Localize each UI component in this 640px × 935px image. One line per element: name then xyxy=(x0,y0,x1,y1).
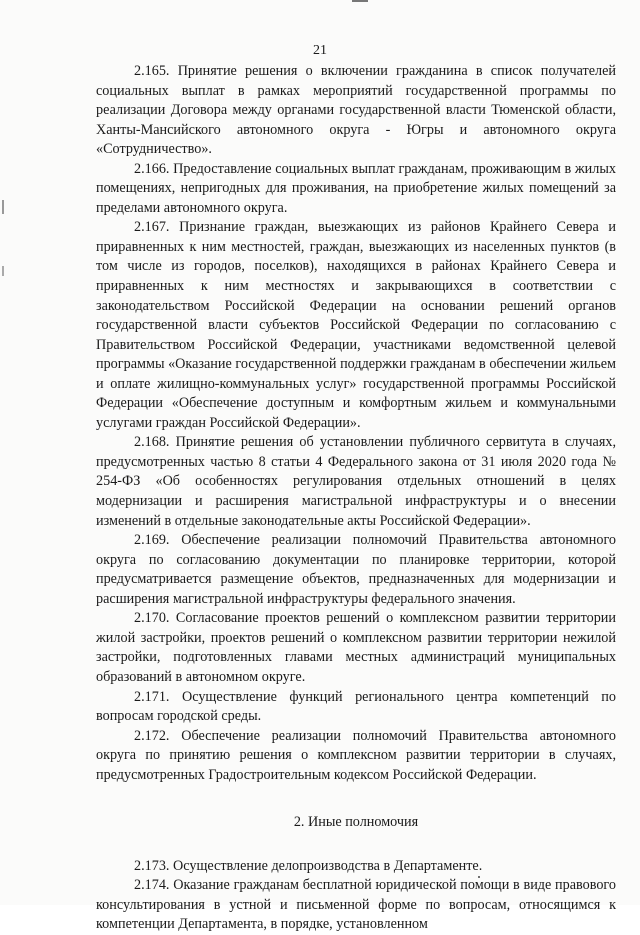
paragraph-2-172: 2.172. Обеспечение реализации полномочий Правительства автономного округа по принятию решения о комплексном развитии территории в случаях, предусмотренных Градостроительным кодексом Российской Федерации. xyxy=(96,727,616,783)
paragraph-2-166: 2.166. Предоставление социальных выплат гражданам, проживающим в жилых помещениях, непригодных для проживания, на приобретение жилых помещений за пределами автономного округа. xyxy=(96,160,616,216)
scan-artifact xyxy=(2,200,4,214)
document-body xyxy=(96,62,616,935)
paragraph-2-167: 2.167. Признание граждан, выезжающих из районов Крайнего Севера и приравненных к ним местностей, граждан, выезжающих из населенных пунктов (в том числе из городов, поселков), находящихся в районах Крайнего Севера и приравненных к ним местностях и закрывающихся в соответствии с законодательством Российской Федерации на основании решений органов государственной власти субъектов Российской Федерации по согласованию с Правительством Российской Федерации, участниками ведомственной целевой программы «Оказание государственной поддержки гражданам в обеспечении жильем и оплате жилищно-коммунальных услуг» государственной программы Российской Федерации «Обеспечение доступным и комфортным жильем и коммунальными услугами граждан Российской Федерации». xyxy=(96,219,616,431)
paragraph-2-168: 2.168. Принятие решения об установлении публичного сервитута в случаях, предусмотренных частью 8 статьи 4 Федерального закона от 31 июля 2020 года № 254-ФЗ «Об особенностях регулирования отдельных отношений в целях модернизации и расширения магистральной инфраструктуры и о внесении изменений в отдельные законодательные акты Российской Федерации». xyxy=(96,434,616,529)
paragraph-2-171: 2.171. Осуществление функций регионального центра компетенций по вопросам городской среды. xyxy=(96,688,616,725)
page-number: 21 xyxy=(313,43,327,58)
scan-artifact xyxy=(352,0,368,2)
paragraph-2-173: 2.173. Осуществление делопроизводства в Департаменте. xyxy=(134,857,483,874)
paragraph-2-170: 2.170. Согласование проектов решений о комплексном развитии территории жилой застройки, проектов решений о комплексном развитии территории нежилой застройки, подготовленных главами местных администраций муниципальных образований в автономном округе. xyxy=(96,610,616,685)
scan-artifact xyxy=(2,266,4,276)
paragraph-2-174: 2.174. Оказание гражданам бесплатной юридической помощи в виде правового консультирования в устной и письменной форме по вопросам, относящимся к компетенции Департамента, в порядке, установленном xyxy=(96,877,616,933)
paragraph-2-169: 2.169. Обеспечение реализации полномочий Правительства автономного округа по согласованию документации по планировке территории, которой предусматривается размещение объектов, предназначенных для модернизации и расширения магистральной инфраструктуры федерального значения. xyxy=(96,532,616,607)
paragraph-2-165: 2.165. Принятие решения о включении гражданина в список получателей социальных выплат в рамках мероприятий государственной программы по реализации Договора между органами государственной власти Тюменской области, Ханты-Мансийского автономного округа - Югры и автономного округа «Сотрудничество». xyxy=(96,63,616,158)
section-heading: 2. Иные полномочия xyxy=(293,814,419,831)
